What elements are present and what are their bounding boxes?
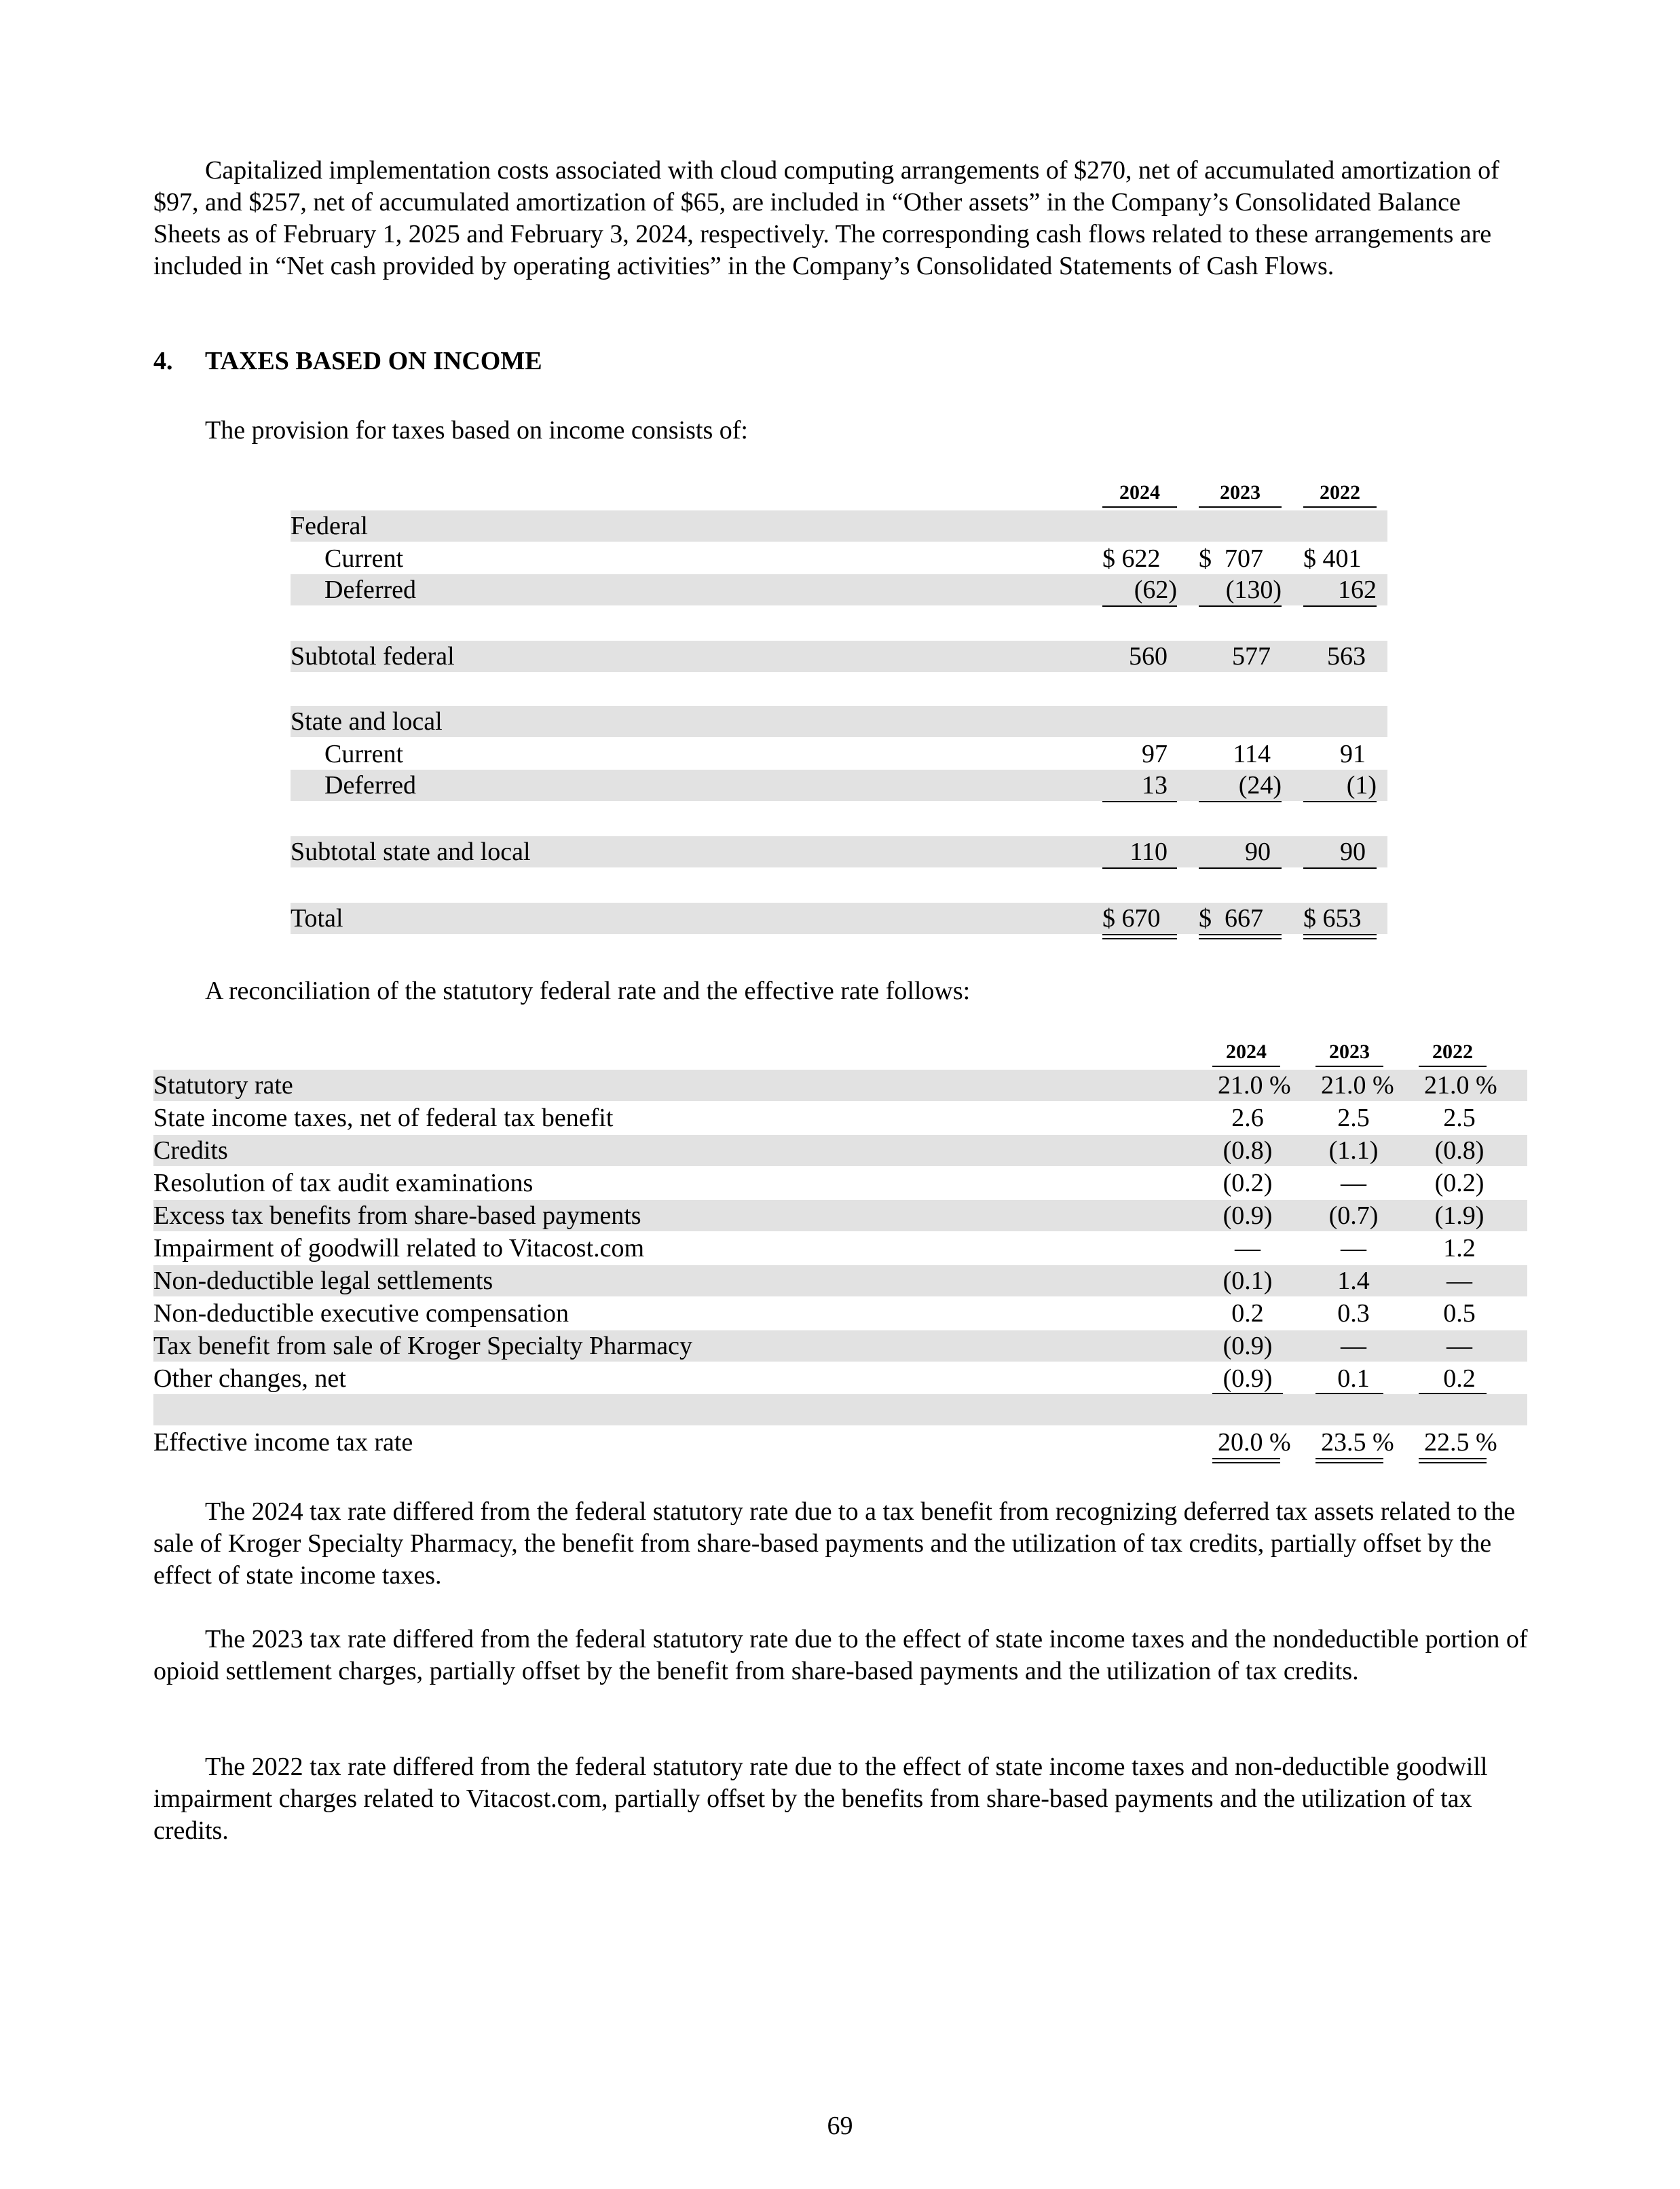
section-title: TAXES BASED ON INCOME	[205, 347, 542, 375]
cell-2024: $ 670	[1102, 904, 1161, 933]
cell-2023: (0.7)	[1328, 1201, 1379, 1230]
cell-2023: (130)	[1225, 576, 1282, 604]
cell-2023: —	[1341, 1234, 1366, 1262]
cell-2023: 577	[1232, 642, 1271, 671]
cell-2023: 2.5	[1337, 1104, 1370, 1132]
cell-2022: $ 653	[1303, 904, 1362, 933]
cell-2023: $ 667	[1199, 904, 1263, 933]
row-label: State income taxes, net of federal tax benefit	[153, 1104, 614, 1132]
cell-2024: (0.9)	[1222, 1364, 1273, 1393]
table-row	[153, 1427, 1527, 1458]
cell-2023: 23.5 %	[1321, 1428, 1394, 1457]
table-row	[153, 1265, 1527, 1296]
cell-2022: $ 401	[1303, 544, 1362, 573]
page-number: 69	[827, 2112, 853, 2140]
cell-2024: 97	[1142, 740, 1168, 768]
recon-year-2024: 2024	[1212, 1039, 1280, 1067]
row-label: Tax benefit from sale of Kroger Specialty Pharmacy	[153, 1332, 692, 1360]
cell-2024: 20.0 %	[1218, 1428, 1291, 1457]
cell-2022: (1.9)	[1434, 1201, 1485, 1230]
row-label: Non-deductible legal settlements	[153, 1267, 493, 1295]
row-label: Non-deductible executive compensation	[153, 1299, 570, 1328]
provision-year-2024: 2024	[1102, 479, 1177, 508]
cell-2023: —	[1341, 1332, 1366, 1360]
row-label: Current	[324, 740, 404, 768]
cell-2024: (0.9)	[1222, 1332, 1273, 1360]
table-row	[291, 706, 1387, 737]
cell-2023: 0.3	[1337, 1299, 1370, 1328]
cell-2024: (0.1)	[1222, 1267, 1273, 1295]
paragraph-2023	[153, 1624, 1531, 1687]
row-label: Subtotal state and local	[291, 838, 531, 866]
table-row	[153, 1167, 1527, 1199]
cell-2023: $ 707	[1199, 544, 1263, 573]
cell-2024: 13	[1142, 771, 1168, 800]
table-row	[291, 836, 1387, 867]
cell-2022: 563	[1327, 642, 1366, 671]
table-row	[153, 1135, 1527, 1166]
row-label: Impairment of goodwill related to Vitacost.com	[153, 1234, 645, 1262]
cell-2022: (0.8)	[1434, 1136, 1485, 1165]
cell-2022: 90	[1340, 838, 1366, 866]
provision-year-2022: 2022	[1303, 479, 1377, 508]
spacer-row	[153, 1394, 1527, 1425]
cell-2023: (24)	[1238, 771, 1282, 800]
cell-2022: 2.5	[1443, 1104, 1476, 1132]
row-label: Deferred	[324, 576, 417, 604]
cell-2023: —	[1341, 1169, 1366, 1197]
cell-2022: 21.0 %	[1424, 1071, 1497, 1100]
paragraph-2022	[153, 1751, 1531, 1847]
section-heading	[153, 346, 542, 376]
paragraph-2022-text: The 2022 tax rate differed from the federal statutory rate due to the effect of state income taxes and non-deductible goodwill impairment charges related to Vitacost.com, partially offset by the benefits from share-based payments and the utilization of tax credits.	[153, 1753, 1488, 1845]
table-row	[153, 1330, 1527, 1362]
row-label: Subtotal federal	[291, 642, 455, 671]
table-row	[291, 738, 1387, 770]
table-row	[153, 1070, 1527, 1101]
row-label: Statutory rate	[153, 1071, 293, 1100]
cell-2023: 21.0 %	[1321, 1071, 1394, 1100]
table-row	[153, 1298, 1527, 1329]
table-row	[291, 510, 1387, 542]
table-row	[291, 641, 1387, 672]
cell-2022: 0.2	[1443, 1364, 1476, 1393]
cell-2024: —	[1235, 1234, 1261, 1262]
cell-2022: 91	[1340, 740, 1366, 768]
cell-2024: $ 622	[1102, 544, 1161, 573]
cell-2022: 1.2	[1443, 1234, 1476, 1262]
row-label: Resolution of tax audit examinations	[153, 1169, 534, 1197]
recon-year-2023: 2023	[1315, 1039, 1383, 1067]
row-label: Credits	[153, 1136, 228, 1165]
table-row	[291, 574, 1387, 605]
row-label: Current	[324, 544, 404, 573]
table-row	[153, 1102, 1527, 1134]
federal-label: Federal	[291, 512, 368, 540]
row-label: Deferred	[324, 771, 417, 800]
paragraph-2024	[153, 1496, 1531, 1592]
table-row	[291, 770, 1387, 801]
recon-year-2022: 2022	[1419, 1039, 1487, 1067]
intro-paragraph	[153, 155, 1531, 282]
table-row	[291, 903, 1387, 934]
cell-2023: 1.4	[1337, 1267, 1370, 1295]
provision-year-2023: 2023	[1199, 479, 1282, 508]
row-label: Other changes, net	[153, 1364, 346, 1393]
cell-2024: 0.2	[1231, 1299, 1264, 1328]
paragraph-2023-text: The 2023 tax rate differed from the federal statutory rate due to the effect of state income taxes and the nondeductible portion of opioid settlement charges, partially offset by the benefit from share-based payments and the utilization of tax credits.	[153, 1625, 1528, 1685]
cell-2024: (62)	[1134, 576, 1177, 604]
cell-2024: (0.2)	[1222, 1169, 1273, 1197]
cell-2024: (0.9)	[1222, 1201, 1273, 1230]
cell-2024: 560	[1129, 642, 1168, 671]
cell-2023: 114	[1233, 740, 1271, 768]
cell-2022: 162	[1338, 576, 1377, 604]
cell-2024: 21.0 %	[1218, 1071, 1291, 1100]
table-row	[153, 1233, 1527, 1264]
table-row	[153, 1363, 1527, 1394]
table-row	[291, 543, 1387, 574]
cell-2022: (0.2)	[1434, 1169, 1485, 1197]
table-row	[153, 1200, 1527, 1231]
cell-2022: 22.5 %	[1424, 1428, 1497, 1457]
section-number: 4.	[153, 347, 173, 375]
intro-paragraph-text: Capitalized implementation costs associated with cloud computing arrangements of $270, net of accumulated amortization of $97, and $257, net of accumulated amortization of $65, are included in “Other assets” in the Company’s Consolidated Balance Sheets as of February 1, 2025 and February 3, 2024, respectively. The corresponding cash flows related to these arrangements are included in “Net cash provided by operating activities” in the Company’s Consolidated Statements of Cash Flows.	[153, 156, 1499, 280]
paragraph-2024-text: The 2024 tax rate differed from the federal statutory rate due to a tax benefit from recognizing deferred tax assets related to the sale of Kroger Specialty Pharmacy, the benefit from share-based payments and the utilization of tax credits, partially offset by the effect of state income taxes.	[153, 1497, 1516, 1590]
cell-2022: —	[1446, 1332, 1472, 1360]
cell-2024: (0.8)	[1222, 1136, 1273, 1165]
row-label: Excess tax benefits from share-based payments	[153, 1201, 641, 1230]
cell-2023: (1.1)	[1328, 1136, 1379, 1165]
state-local-label: State and local	[291, 707, 443, 736]
reconciliation-intro: A reconciliation of the statutory federal rate and the effective rate follows:	[205, 977, 971, 1005]
cell-2022: (1)	[1346, 771, 1377, 800]
cell-2023: 90	[1245, 838, 1271, 866]
cell-2022: 0.5	[1443, 1299, 1476, 1328]
effective-rate-label: Effective income tax rate	[153, 1428, 413, 1457]
cell-2022: —	[1446, 1267, 1472, 1295]
cell-2024: 2.6	[1231, 1104, 1264, 1132]
cell-2023: 0.1	[1337, 1364, 1370, 1393]
provision-intro: The provision for taxes based on income consists of:	[205, 416, 748, 445]
cell-2024: 110	[1130, 838, 1168, 866]
row-label: Total	[291, 904, 343, 933]
